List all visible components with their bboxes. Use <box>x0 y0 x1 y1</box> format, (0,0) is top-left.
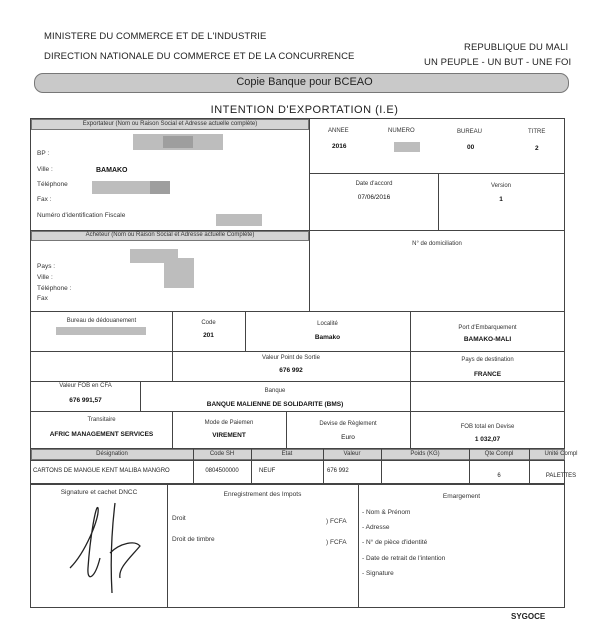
redacted-exporter-name <box>163 136 193 148</box>
col-valeur: Valeur <box>343 451 361 457</box>
version-value: 1 <box>499 196 503 203</box>
divider <box>172 411 173 448</box>
redacted-nif <box>216 214 262 226</box>
redacted-numero <box>394 142 420 152</box>
mode-paiement-label: Mode de Paiemen <box>204 420 254 426</box>
fob-devise-value: 1 032,07 <box>474 436 501 443</box>
date-accord-label: Date d'accord <box>355 181 393 187</box>
goods-header-row <box>31 449 578 460</box>
emargement-item: - N° de pièce d'identité <box>362 539 428 546</box>
col-code-sh: Code SH <box>209 451 235 457</box>
handwritten-signature <box>60 498 150 598</box>
emargement-label: Emargement <box>442 493 481 500</box>
divider <box>167 484 168 608</box>
localite-value: Bamako <box>314 334 341 341</box>
date-accord-value: 07/06/2016 <box>357 194 391 201</box>
row-unite-compl: PALETTES <box>545 473 577 479</box>
domiciliation-label: N° de domiciliation <box>412 241 462 247</box>
bureau-dedouanement-label: Bureau de dédouanement <box>66 318 137 324</box>
signature-label: Signature et cachet DNCC <box>60 489 138 496</box>
motto: UN PEUPLE - UN BUT - UNE FOI <box>424 57 572 68</box>
enregistrement-label: Enregistrement des Impots <box>223 491 302 498</box>
valeur-sortie-label: Valeur Point de Sortie <box>262 355 320 361</box>
port-value: BAMAKO-MALI <box>463 336 512 343</box>
emargement-item: - Nom & Prénom <box>362 509 411 516</box>
code-label: Code <box>201 320 216 326</box>
devise-value: Euro <box>341 434 355 441</box>
divider <box>245 311 246 351</box>
row-designation: CARTONS DE MANGUE KENT MALIBA MANGRO <box>33 468 170 474</box>
row-code-sh: 0804500000 <box>205 468 239 474</box>
bureau-value: 00 <box>467 144 475 151</box>
redacted-telephone <box>150 181 170 194</box>
droit-unit: ) FCFA <box>326 518 347 525</box>
col-poids: Poids (KG) <box>410 451 440 457</box>
republic-label: REPUBLIQUE DU MALI <box>464 42 569 53</box>
redacted-buyer-address <box>164 258 194 288</box>
col-etat: Etat <box>281 451 293 457</box>
droit-label: Droit <box>172 515 186 522</box>
devise-label: Devise de Règlement <box>319 421 377 427</box>
titre-value: 2 <box>535 145 539 152</box>
divider <box>358 484 359 608</box>
port-label: Port d'Embarquement <box>458 325 517 331</box>
annee-label: ANNEE <box>328 128 349 134</box>
col-qte-compl: Qte Compl <box>484 451 514 457</box>
ministry-line2: DIRECTION NATIONALE DU COMMERCE ET DE LA CONCURRENCE <box>44 51 355 62</box>
emargement-item: - Signature <box>362 570 394 577</box>
buyer-telephone-label: Téléphone : <box>37 285 72 292</box>
pays-destination-label: Pays de destination <box>461 357 514 363</box>
divider <box>31 381 565 382</box>
divider <box>31 411 565 412</box>
redacted-bureau <box>56 327 146 335</box>
banque-value: BANQUE MALIENNE DE SOLIDARITE (BMS) <box>206 401 344 408</box>
mode-paiement-value: VIREMENT <box>212 432 246 439</box>
row-valeur: 676 992 <box>327 468 349 474</box>
bp-label: BP : <box>37 150 50 157</box>
row-qte-compl: 6 <box>497 473 501 479</box>
ministry-line1: MINISTERE DU COMMERCE ET DE L'INDUSTRIE <box>44 31 267 42</box>
telephone-label: Téléphone <box>37 181 68 188</box>
emargement-item: - Date de retrait de l'intention <box>362 555 446 562</box>
version-label: Version <box>490 183 511 189</box>
droit-timbre-unit: ) FCFA <box>326 539 347 546</box>
divider <box>31 351 565 352</box>
col-designation: Désignation <box>96 451 128 457</box>
divider <box>286 411 287 448</box>
buyer-header: Acheteur (Nom ou Raison Social et Adresse actuelle Complète) <box>85 232 255 238</box>
table-row <box>31 460 577 484</box>
document-title: INTENTION D'EXPORTATION (I.E) <box>210 104 399 116</box>
sygoce-label: SYGOCE <box>511 612 546 621</box>
fob-devise-label: FOB total en Devise <box>460 424 515 430</box>
divider <box>31 311 565 312</box>
pays-label: Pays : <box>37 263 56 270</box>
transitaire-value: AFRIC MANAGEMENT SERVICES <box>49 431 154 438</box>
annee-value: 2016 <box>332 143 347 150</box>
exporter-header: Exportateur (Nom ou Raison Social et Adresse actuelle complète) <box>82 121 258 127</box>
fob-cfa-value: 676 991,57 <box>69 397 102 404</box>
valeur-sortie-value: 676 992 <box>279 367 303 374</box>
droit-timbre-label: Droit de timbre <box>172 536 215 543</box>
buyer-ville-label: Ville : <box>37 274 53 281</box>
numero-label: NUMERO <box>388 128 415 134</box>
divider <box>172 311 173 351</box>
fob-cfa-label: Valeur FOB en CFA <box>59 383 112 389</box>
banque-label: Banque <box>264 388 286 394</box>
code-value: 201 <box>203 332 214 339</box>
ville-label: Ville : <box>37 166 53 173</box>
transitaire-label: Transitaire <box>87 417 116 423</box>
buyer-fax-label: Fax <box>37 295 48 302</box>
pays-destination-value: FRANCE <box>473 371 502 378</box>
divider <box>309 119 310 311</box>
copy-label: Copie Banque pour BCEAO <box>236 76 373 88</box>
nif-label: Numéro d'identification Fiscale <box>37 212 126 219</box>
fax-label: Fax : <box>37 196 52 203</box>
localite-label: Localité <box>317 321 338 327</box>
emargement-item: - Adresse <box>362 524 390 531</box>
col-unite-compl: Unité Compl <box>544 451 578 457</box>
bureau-label: BUREAU <box>457 129 483 135</box>
titre-label: TITRE <box>528 129 546 135</box>
divider <box>310 173 564 174</box>
ville-value: BAMAKO <box>96 167 128 174</box>
row-etat: NEUF <box>259 468 276 474</box>
